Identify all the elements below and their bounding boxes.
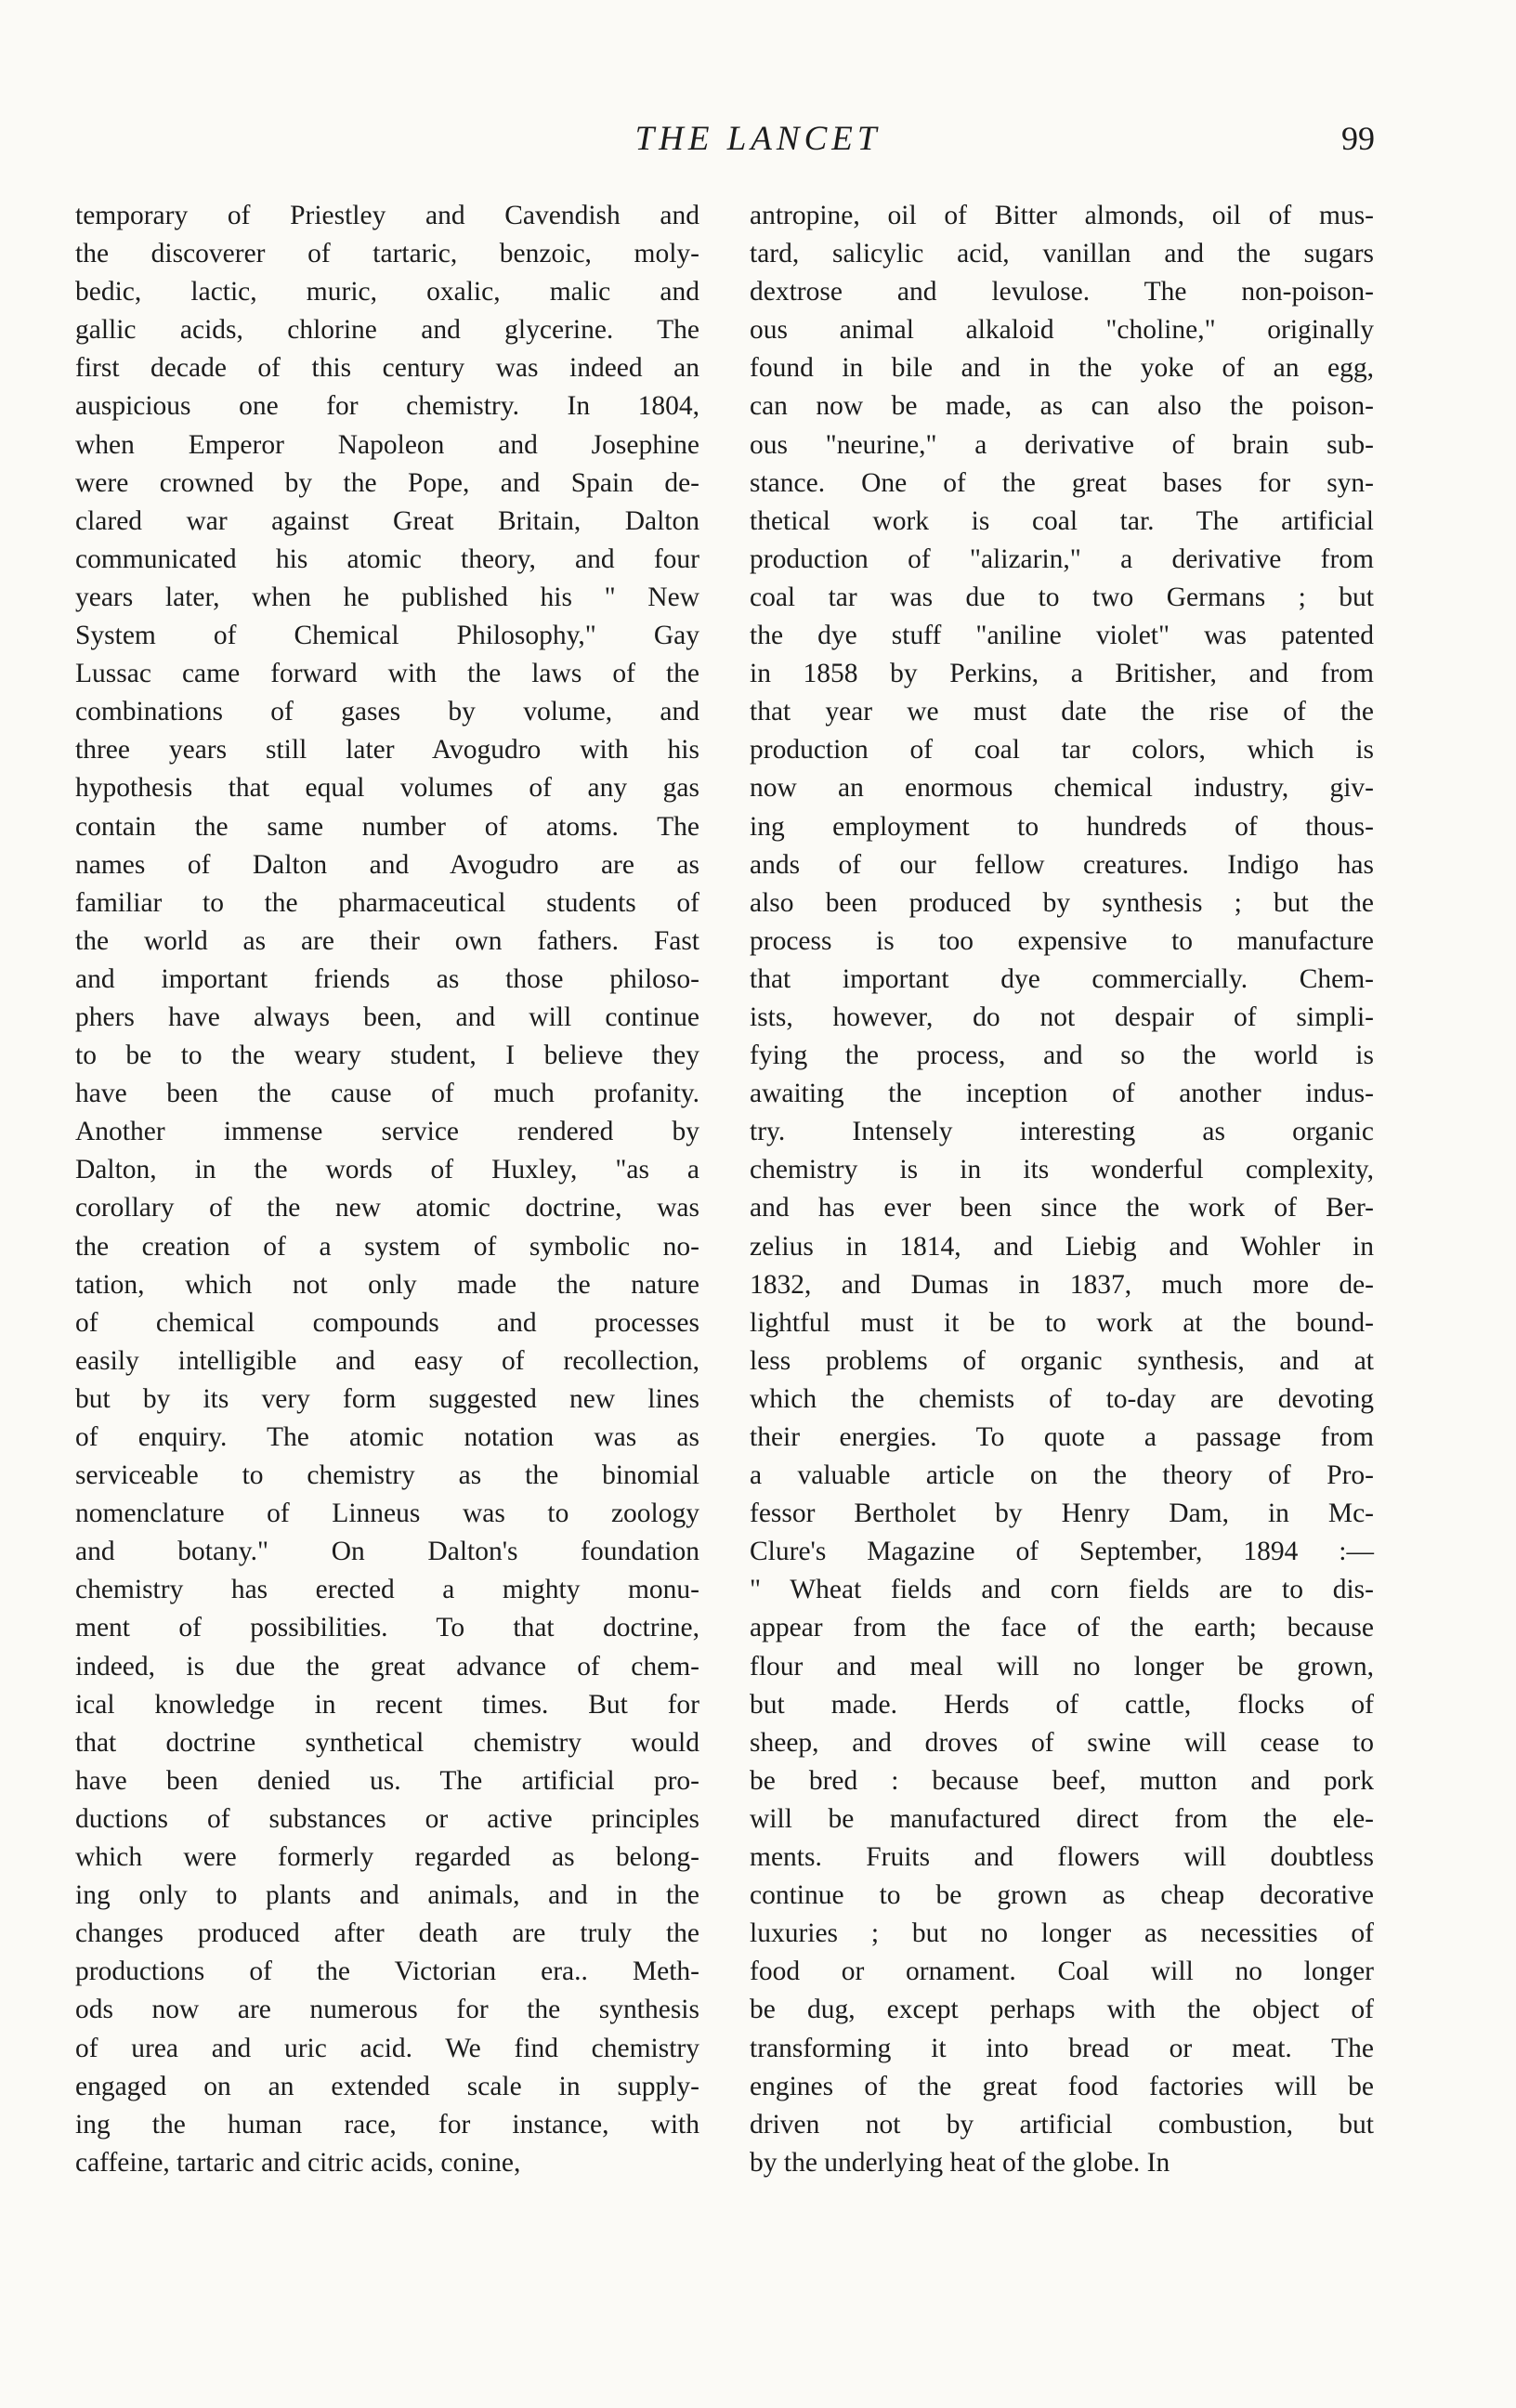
text-line: also been produced by synthesis ; but the: [750, 887, 1374, 918]
text-line: of enquiry. The atomic notation was as: [75, 1422, 699, 1452]
text-line: serviceable to chemistry as the binomial: [75, 1460, 699, 1491]
text-line: thetical work is coal tar. The artificial: [750, 505, 1374, 536]
text-line: the creation of a system of symbolic no-: [75, 1231, 699, 1262]
text-line: ous animal alkaloid "choline," originally: [750, 315, 1374, 346]
text-line: awaiting the inception of another indus-: [750, 1079, 1374, 1109]
text-line: will be manufactured direct from the ele-: [750, 1803, 1374, 1834]
text-line: in 1858 by Perkins, a Britisher, and from: [750, 659, 1374, 689]
text-line: years later, when he published his " New: [75, 582, 699, 612]
text-line: ing the human race, for instance, with: [75, 2109, 699, 2140]
text-line: System of Chemical Philosophy," Gay: [75, 621, 699, 651]
text-line: contain the same number of atoms. The: [75, 811, 699, 842]
text-line: can now be made, as can also the poison-: [750, 391, 1374, 422]
text-line: auspicious one for chemistry. In 1804,: [75, 391, 699, 422]
text-line: bedic, lactic, muric, oxalic, malic and: [75, 277, 699, 308]
text-line: ductions of substances or active principles: [75, 1803, 699, 1834]
page-number: 99: [1341, 120, 1375, 157]
text-line: familiar to the pharmaceutical students of: [75, 887, 699, 918]
text-line: temporary of Priestley and Cavendish and: [75, 201, 699, 230]
text-line: communicated his atomic theory, and four: [75, 543, 699, 574]
text-line: production of coal tar colors, which is: [750, 735, 1374, 766]
text-line: indeed, is due the great advance of chem-: [75, 1651, 699, 1682]
text-line: continue to be grown as cheap decorative: [750, 1880, 1374, 1911]
text-line: ment of possibilities. To that doctrine,: [75, 1613, 699, 1643]
text-line: fying the process, and so the world is: [750, 1040, 1374, 1071]
text-line: of urea and uric acid. We find chemistry: [75, 2033, 699, 2063]
text-line: lightful must it be to work at the bound-: [750, 1307, 1374, 1338]
text-line: less problems of organic synthesis, and at: [750, 1345, 1374, 1376]
text-line: but by its very form suggested new lines: [75, 1383, 699, 1414]
text-line: which were formerly regarded as belong-: [75, 1842, 699, 1873]
running-title: THE LANCET: [634, 120, 882, 158]
text-line: easily intelligible and easy of recollection,: [75, 1345, 699, 1376]
text-line: were crowned by the Pope, and Spain de-: [75, 467, 699, 498]
text-line: by the underlying heat of the globe. In: [750, 2147, 1170, 2178]
text-line: and has ever been since the work of Ber-: [750, 1193, 1374, 1224]
text-line: when Emperor Napoleon and Josephine: [75, 429, 699, 460]
text-line: flour and meal will no longer be grown,: [750, 1651, 1374, 1682]
text-line: that year we must date the rise of the: [750, 697, 1374, 727]
text-line: the dye stuff "aniline violet" was patented: [750, 621, 1374, 651]
text-line: production of "alizarin," a derivative from: [750, 543, 1374, 574]
text-line: transforming it into bread or meat. The: [750, 2033, 1374, 2063]
text-line: dextrose and levulose. The non-poison-: [750, 277, 1374, 308]
text-line: be dug, except perhaps with the object of: [750, 1995, 1374, 2025]
text-line: first decade of this century was indeed an: [75, 353, 699, 384]
text-line: luxuries ; but no longer as necessities of: [750, 1918, 1374, 1949]
text-line: found in bile and in the yoke of an egg,: [750, 353, 1374, 384]
text-line: process is too expensive to manufacture: [750, 925, 1374, 956]
text-line: ing only to plants and animals, and in the: [75, 1880, 699, 1911]
text-line: ands of our fellow creatures. Indigo has: [750, 849, 1374, 880]
text-line: ments. Fruits and flowers will doubtless: [750, 1842, 1374, 1873]
text-column-right: [750, 197, 1374, 2182]
text-line: try. Intensely interesting as organic: [750, 1117, 1374, 1147]
text-line: ods now are numerous for the synthesis: [75, 1995, 699, 2025]
text-line: which the chemists of to-day are devoting: [750, 1383, 1374, 1414]
text-line: changes produced after death are truly the: [75, 1918, 699, 1949]
text-line: hypothesis that equal volumes of any gas: [75, 773, 699, 804]
text-line: ous "neurine," a derivative of brain sub-: [750, 429, 1374, 460]
text-line: to be to the weary student, I believe they: [75, 1040, 699, 1071]
text-line: antropine, oil of Bitter almonds, oil of mus-: [750, 201, 1374, 230]
text-line: ists, however, do not despair of simpli-: [750, 1001, 1374, 1032]
text-line: Clure's Magazine of September, 1894 :—: [750, 1537, 1374, 1567]
text-line: phers have always been, and will continue: [75, 1001, 699, 1032]
text-line: Another immense service rendered by: [75, 1117, 699, 1147]
text-line: coal tar was due to two Germans ; but: [750, 582, 1374, 612]
text-line: ing employment to hundreds of thous-: [750, 811, 1374, 842]
text-line: engines of the great food factories will be: [750, 2071, 1374, 2101]
text-line: and important friends as those philoso-: [75, 963, 699, 994]
text-line: engaged on an extended scale in supply-: [75, 2071, 699, 2101]
text-line: Lussac came forward with the laws of the: [75, 659, 699, 689]
text-line: of chemical compounds and processes: [75, 1307, 699, 1338]
text-line: nomenclature of Linneus was to zoology: [75, 1498, 699, 1529]
text-line: ical knowledge in recent times. But for: [75, 1689, 699, 1720]
text-line: clared war against Great Britain, Dalton: [75, 505, 699, 536]
text-line: productions of the Victorian era.. Meth-: [75, 1956, 699, 1987]
text-line: sheep, and droves of swine will cease to: [750, 1727, 1374, 1758]
column-gutter: [717, 186, 718, 2360]
text-line: driven not by artificial combustion, but: [750, 2109, 1374, 2140]
text-line: names of Dalton and Avogudro are as: [75, 849, 699, 880]
text-line: the discoverer of tartaric, benzoic, moly-: [75, 239, 699, 269]
text-line: have been denied us. The artificial pro-: [75, 1765, 699, 1796]
text-line: corollary of the new atomic doctrine, was: [75, 1193, 699, 1224]
text-line: have been the cause of much profanity.: [75, 1079, 699, 1109]
text-line: their energies. To quote a passage from: [750, 1422, 1374, 1452]
text-line: combinations of gases by volume, and: [75, 697, 699, 727]
text-line: be bred : because beef, mutton and pork: [750, 1765, 1374, 1796]
text-line: food or ornament. Coal will no longer: [750, 1956, 1374, 1987]
text-line: gallic acids, chlorine and glycerine. The: [75, 315, 699, 346]
text-line: 1832, and Dumas in 1837, much more de-: [750, 1269, 1374, 1300]
text-line: tard, salicylic acid, vanillan and the sugars: [750, 239, 1374, 269]
text-column-left: [75, 197, 699, 2182]
text-line: fessor Bertholet by Henry Dam, in Mc-: [750, 1498, 1374, 1529]
text-line: now an enormous chemical industry, giv-: [750, 773, 1374, 804]
text-line: " Wheat fields and corn fields are to dis-: [750, 1575, 1374, 1605]
text-line: Dalton, in the words of Huxley, "as a: [75, 1155, 699, 1185]
text-line: chemistry is in its wonderful complexity,: [750, 1155, 1374, 1185]
text-line: stance. One of the great bases for syn-: [750, 467, 1374, 498]
running-head: [0, 119, 1516, 175]
text-line: three years still later Avogudro with his: [75, 735, 699, 766]
text-line: caffeine, tartaric and citric acids, conine,: [75, 2147, 521, 2178]
text-line: tation, which not only made the nature: [75, 1269, 699, 1300]
text-line: a valuable article on the theory of Pro-: [750, 1460, 1374, 1491]
text-line: appear from the face of the earth; because: [750, 1613, 1374, 1643]
text-line: but made. Herds of cattle, flocks of: [750, 1689, 1374, 1720]
text-line: and botany." On Dalton's foundation: [75, 1537, 699, 1567]
text-line: zelius in 1814, and Liebig and Wohler in: [750, 1231, 1374, 1262]
text-line: the world as are their own fathers. Fast: [75, 925, 699, 956]
text-line: that doctrine synthetical chemistry would: [75, 1727, 699, 1758]
text-line: that important dye commercially. Chem-: [750, 963, 1374, 994]
text-line: chemistry has erected a mighty monu-: [75, 1575, 699, 1605]
